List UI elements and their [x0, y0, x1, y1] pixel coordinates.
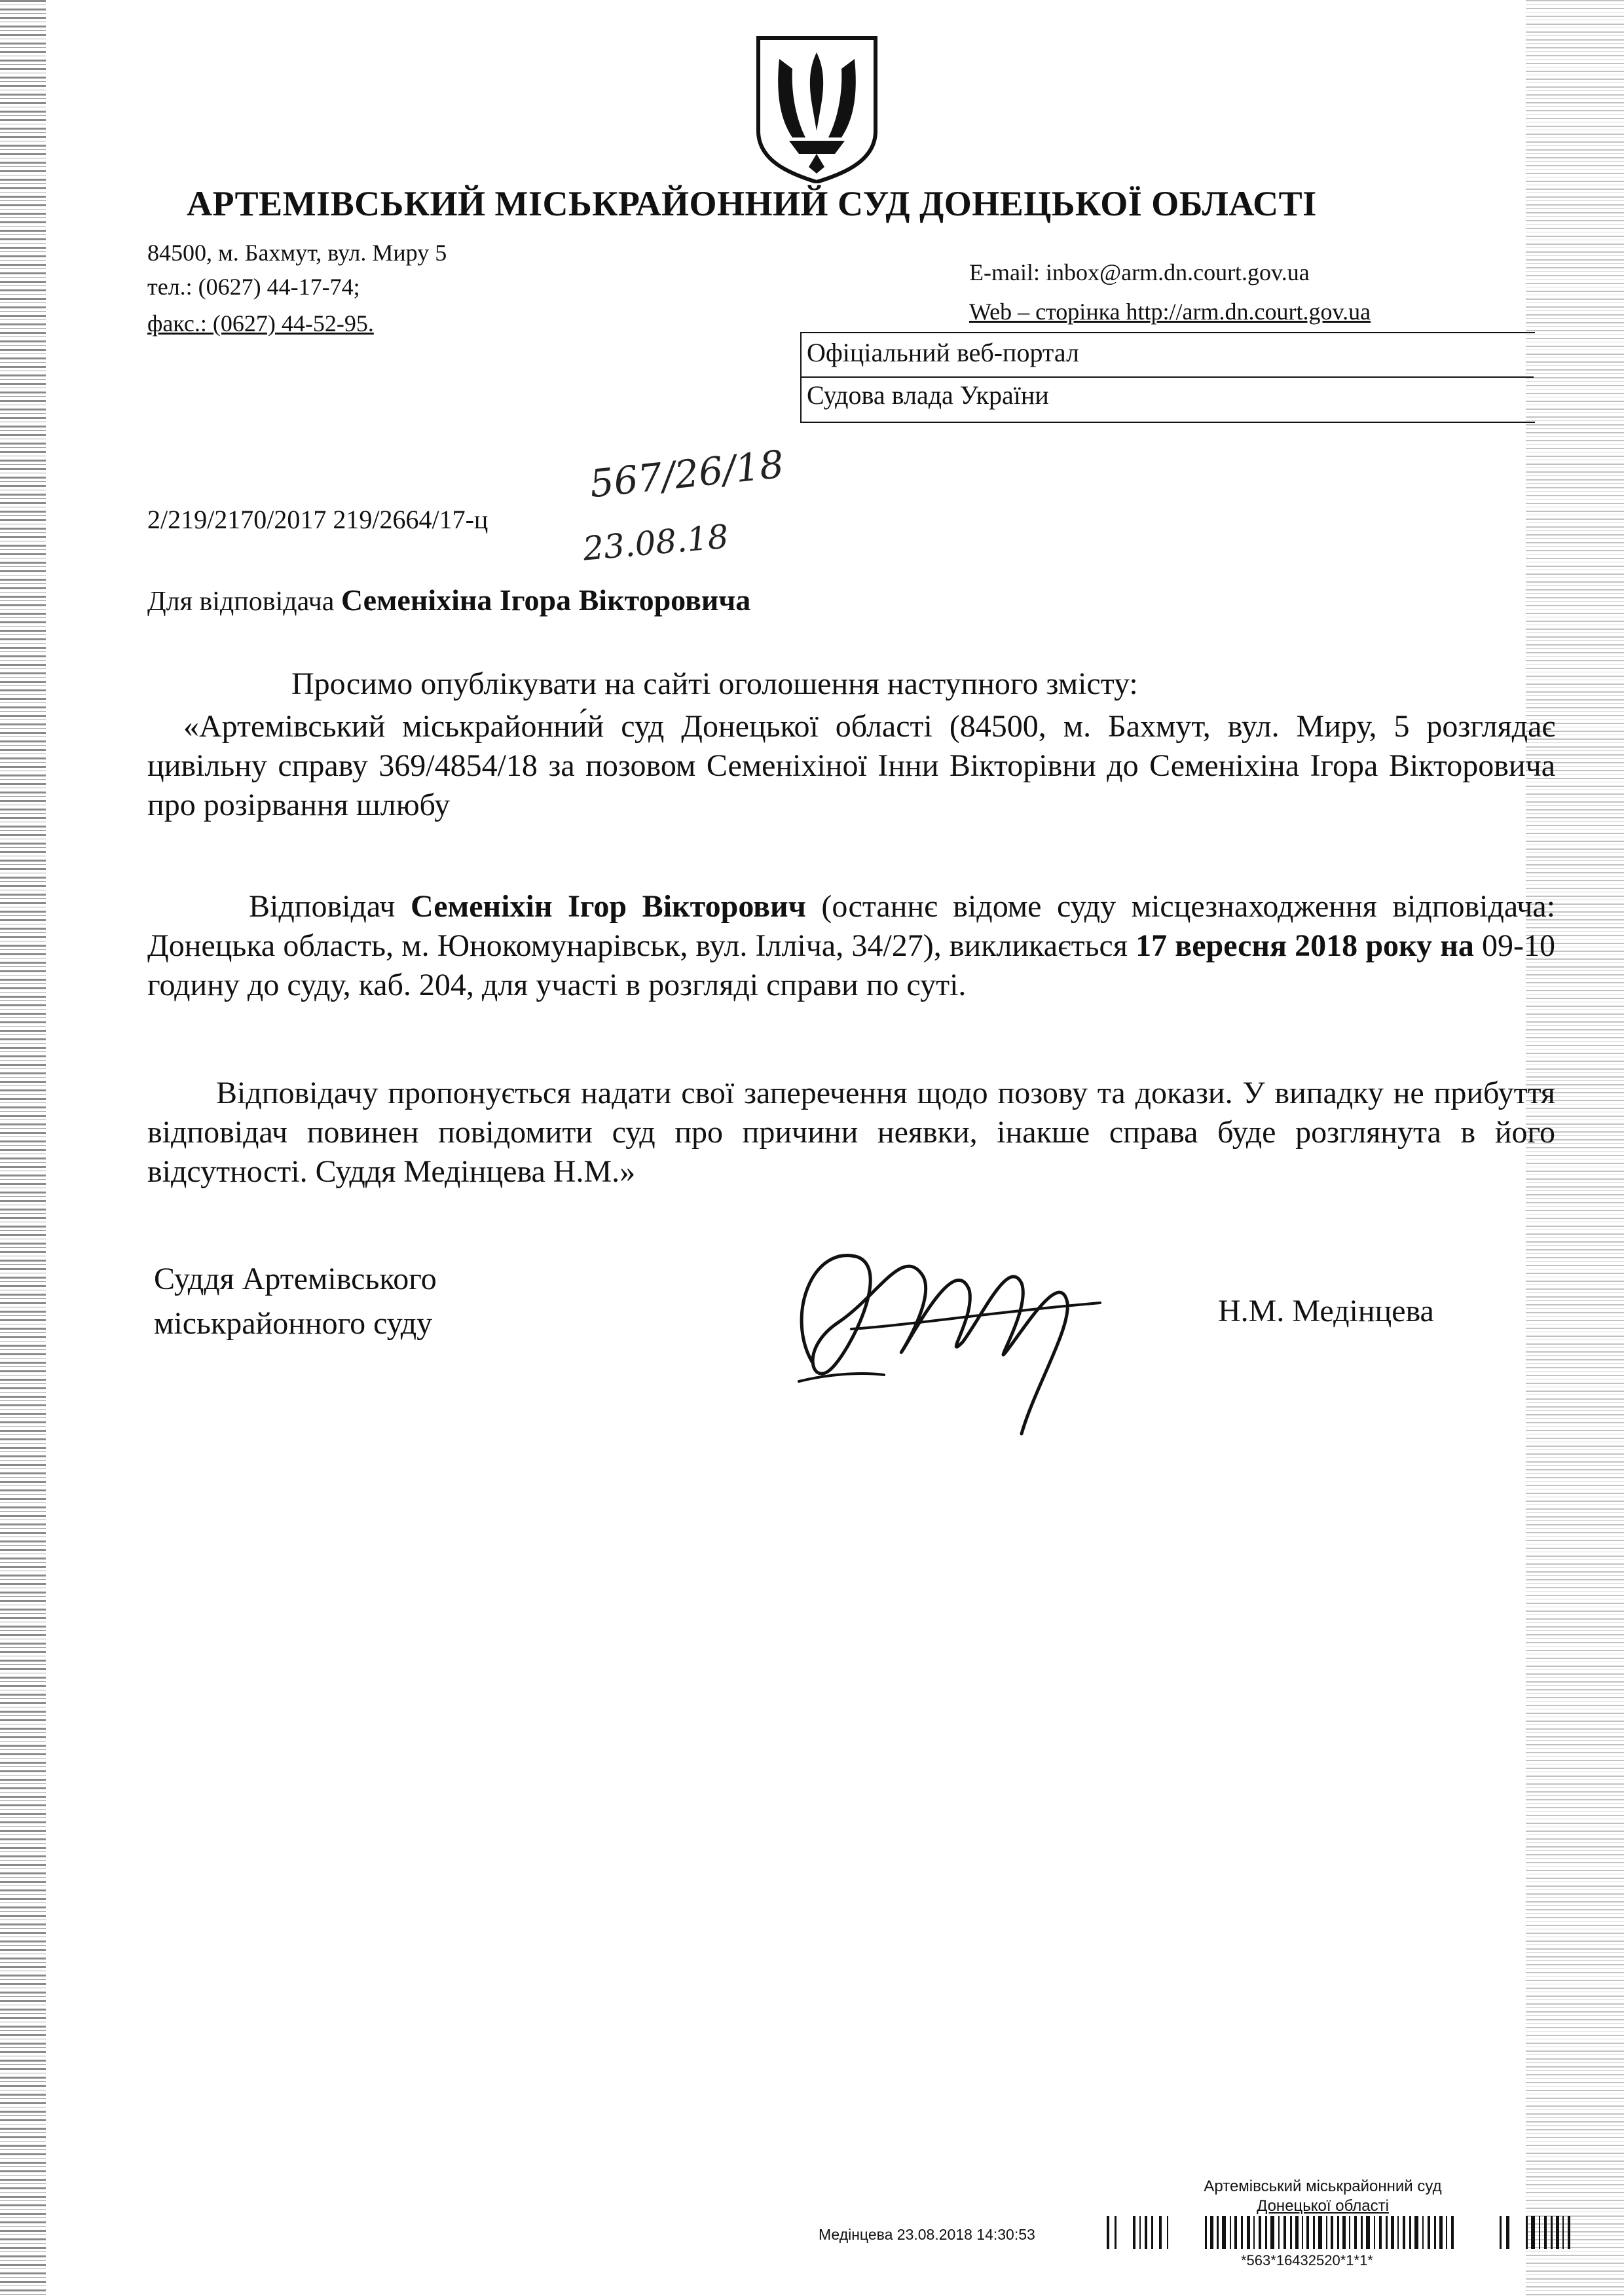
- court-email: E-mail: inbox@arm.dn.court.gov.ua: [969, 259, 1310, 285]
- portal-line-1: Офіціальний веб-портал: [807, 338, 1079, 367]
- signature-caption: [154, 1257, 437, 1346]
- court-name-heading: АРТЕМІВСЬКИЙ МІСЬКРАЙОННИЙ СУД ДОНЕЦЬКОЇ ОБЛАСТІ: [187, 184, 1317, 223]
- court-fax: факс.: (0627) 44-52-95.: [147, 310, 374, 337]
- judge-signature: [773, 1218, 1113, 1453]
- para2-middle: (останнє відоме суду місцезнаходження відповідача: Донецька область, м. Юнокомунарівськ, вул. Ілліча, 34/27), викликається: [147, 889, 1556, 963]
- stamp-line-1: Артемівський міськрайонний суд: [1204, 2178, 1442, 2195]
- registration-numbers: 2/219/2170/2017 219/2664/17-ц: [147, 505, 489, 534]
- announcement-paragraph-1: «Артемівський міськрайонни́й суд Донецької області (84500, м. Бахмут, вул. Миру, 5 розглядає цивільну справу 369/4854/18 за позовом Семеніхіної Інни Вікторівни до Семеніхіна Ігора Вікторовича про розірвання шлюбу: [147, 709, 1555, 822]
- trident-emblem-icon: [753, 33, 881, 183]
- announcement-paragraph-3: Відповідачу пропонується надати свої заперечення щодо позову та докази. У випадку не прибуття відповідач повинен повідомити суд про причини неявки, інакше справа буде розглянута в його відсутності. Суддя Медінцева Н.М.»: [147, 1076, 1555, 1189]
- stamp-line-2: Донецької області: [1257, 2197, 1389, 2215]
- court-address: 84500, м. Бахмут, вул. Миру 5: [147, 240, 447, 266]
- portal-line-2: Судова влада України: [807, 380, 1049, 410]
- addressee-line: [147, 583, 750, 617]
- signature-caption-line-2: міськрайонного суду: [154, 1306, 433, 1341]
- judge-name: Н.М. Медінцева: [1218, 1294, 1434, 1328]
- hearing-date: 17 вересня 2018 року на: [1135, 928, 1474, 963]
- announcement-paragraph-2: [147, 887, 1555, 1005]
- barcode-number: *563*16432520*1*1*: [1241, 2252, 1373, 2269]
- addressee-name: Семеніхіна Ігора Вікторовича: [341, 583, 751, 617]
- addressee-prefix: Для відповідача: [147, 587, 335, 617]
- stamp-footer-timestamp: Медінцева 23.08.2018 14:30:53: [819, 2226, 1035, 2243]
- scan-edge-left: [0, 0, 46, 2296]
- para2-end: 09-10 годину до суду, каб. 204, для участі в розгляді справи по суті.: [147, 928, 1556, 1002]
- document-barcode: [1107, 2216, 1591, 2249]
- court-phone: тел.: (0627) 44-17-74;: [147, 274, 360, 300]
- signature-caption-line-1: Суддя Артемівського: [154, 1262, 437, 1296]
- handwritten-incoming-date: 23.08.18: [581, 517, 730, 568]
- para2-lead: Відповідач: [249, 889, 396, 924]
- court-website: Web – сторінка http://arm.dn.court.gov.ua: [969, 299, 1371, 325]
- request-intro: Просимо опублікувати на сайті оголошення наступного змісту:: [291, 666, 1138, 701]
- defendant-name: Семеніхін Ігор Вікторович: [411, 889, 806, 924]
- court-stamp-text: [1153, 2177, 1493, 2216]
- portal-box-divider: [800, 376, 1534, 378]
- handwritten-incoming-number: 567/26/18: [587, 441, 786, 507]
